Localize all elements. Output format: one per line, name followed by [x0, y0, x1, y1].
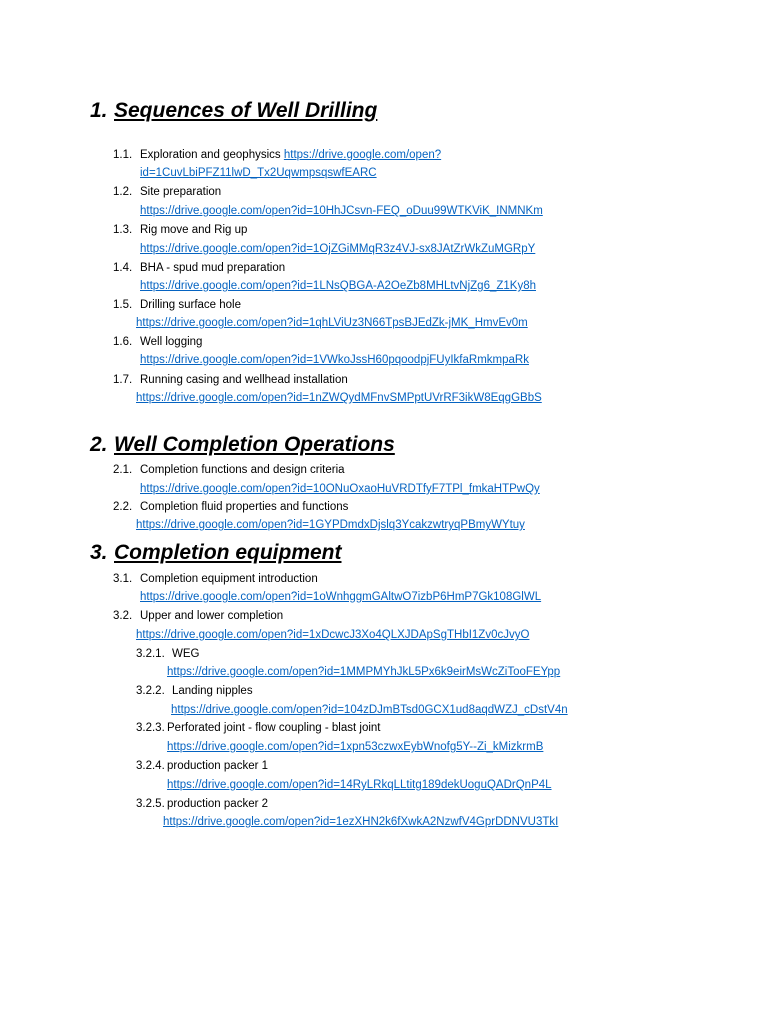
section-title: Completion equipment: [114, 541, 342, 564]
item-label: Landing nipples: [172, 685, 253, 697]
link-line: [167, 777, 552, 793]
list-item: [113, 462, 345, 478]
item-link[interactable]: https://drive.google.com/open?id=1xDcwcJ3Xo4QLXJDApSgTHbI1Zv0cJvyO: [136, 629, 530, 641]
item-number: 1.3.: [113, 224, 133, 236]
item-link[interactable]: https://drive.google.com/open?id=10HhJCsvn-FEQ_oDuu99WTKViK_INMNKm: [140, 205, 543, 217]
link-line: [140, 352, 529, 368]
item-number: 3.2.4.: [136, 760, 165, 772]
item-number: 3.1.: [113, 573, 133, 585]
item-number: 1.2.: [113, 186, 133, 198]
list-item: [113, 147, 441, 163]
item-link[interactable]: https://drive.google.com/open?id=1VWkoJssH60pqoodpjFUyIkfaRmkmpaRk: [140, 354, 529, 366]
link-line: [140, 203, 543, 219]
section-number: 2.: [90, 433, 108, 456]
link-line: [136, 517, 525, 533]
item-number: 3.2.: [113, 610, 133, 622]
item-link[interactable]: https://drive.google.com/open?id=1oWnhggmGAltwO7izbP6HmP7Gk108GlWL: [140, 591, 542, 603]
list-item: [113, 499, 348, 515]
item-link[interactable]: https://drive.google.com/open?id=1LNsQBGA-A2OeZb8MHLtvNjZg6_Z1Ky8h: [140, 280, 536, 292]
list-item: [113, 571, 318, 587]
section-number: 3.: [90, 541, 108, 564]
section-title: Sequences of Well Drilling: [114, 99, 378, 122]
item-label: Completion equipment introduction: [140, 573, 318, 585]
list-item: [136, 720, 381, 736]
item-link[interactable]: https://drive.google.com/open?: [283, 149, 442, 161]
item-link[interactable]: https://drive.google.com/open?id=1qhLViUz3N66TpsBJEdZk-jMK_HmvEv0m: [136, 317, 528, 329]
item-link[interactable]: https://drive.google.com/open?id=1xpn53czwxEybWnofg5Y--Zi_kMizkrmB: [167, 741, 544, 753]
item-label: production packer 2: [167, 798, 269, 810]
item-link[interactable]: https://drive.google.com/open?id=1ezXHN2k6fXwkA2NzwfV4GprDDNVU3TkI: [163, 816, 559, 828]
item-number: 3.2.1.: [136, 648, 165, 660]
list-item: [136, 646, 199, 662]
item-number: 3.2.2.: [136, 685, 165, 697]
link-line: [140, 481, 540, 497]
item-label: Running casing and wellhead installation: [140, 374, 348, 386]
item-label: Site preparation: [140, 186, 222, 198]
link-line: [140, 165, 377, 181]
item-link[interactable]: https://drive.google.com/open?id=14RyLRkqLLtitg189dekUoguQADrQnP4L: [167, 779, 552, 791]
link-line: [136, 390, 542, 406]
section-3-heading: [90, 540, 342, 566]
list-item: [136, 683, 253, 699]
item-label: Drilling surface hole: [140, 299, 241, 311]
link-line: [167, 664, 560, 680]
item-label: production packer 1: [167, 760, 269, 772]
list-item: [136, 796, 268, 812]
link-line: [140, 241, 535, 257]
link-line: [140, 589, 541, 605]
item-link[interactable]: https://drive.google.com/open?id=1nZWQydMFnvSMPptUVrRF3ikW8EqgGBbS: [136, 392, 542, 404]
link-line: [140, 278, 536, 294]
item-link[interactable]: https://drive.google.com/open?id=104zDJmBTsd0GCX1ud8aqdWZJ_cDstV4n: [171, 704, 568, 716]
item-number: 3.2.3.: [136, 722, 165, 734]
list-item: [113, 222, 247, 238]
list-item: [113, 184, 221, 200]
section-1-heading: [90, 98, 377, 124]
list-item: [113, 608, 283, 624]
item-number: 2.2.: [113, 501, 133, 513]
item-link[interactable]: https://drive.google.com/open?id=1MMPMYhJkL5Px6k9eirMsWcZiTooFEYpp: [167, 666, 561, 678]
item-label: Completion fluid properties and functions: [140, 501, 349, 513]
item-label: Upper and lower completion: [140, 610, 284, 622]
item-link[interactable]: https://drive.google.com/open?id=1GYPDmdxDjslq3YcakzwtryqPBmyWYtuy: [136, 519, 525, 531]
item-label: BHA - spud mud preparation: [140, 262, 286, 274]
list-item: [113, 297, 241, 313]
section-number: 1.: [90, 99, 108, 122]
section-2-heading: [90, 432, 395, 458]
link-line: [136, 627, 529, 643]
item-number: 1.7.: [113, 374, 133, 386]
list-item: [113, 372, 348, 388]
item-link[interactable]: https://drive.google.com/open?id=10ONuOxaoHuVRDTfyF7TPl_fmkaHTPwQy: [140, 483, 540, 495]
item-label: WEG: [172, 648, 200, 660]
link-line: [167, 739, 543, 755]
list-item: [113, 334, 202, 350]
list-item: [113, 260, 285, 276]
list-item: [136, 758, 268, 774]
item-link[interactable]: https://drive.google.com/open?id=1OjZGiMMqR3z4VJ-sx8JAtZrWkZuMGRpY: [140, 243, 536, 255]
link-line: [163, 814, 558, 830]
item-label: Exploration and geophysics: [140, 149, 281, 161]
item-number: 3.2.5.: [136, 798, 165, 810]
item-label: Completion functions and design criteria: [140, 464, 345, 476]
item-link-continued[interactable]: id=1CuvLbiPFZ11lwD_Tx2UqwmpsqswfEARC: [140, 167, 377, 179]
link-line: [171, 702, 568, 718]
item-label: Perforated joint - flow coupling - blast joint: [167, 722, 381, 734]
link-line: [136, 315, 528, 331]
item-number: 1.4.: [113, 262, 133, 274]
section-title: Well Completion Operations: [114, 433, 395, 456]
item-number: 2.1.: [113, 464, 133, 476]
item-label: Well logging: [140, 336, 203, 348]
item-number: 1.5.: [113, 299, 133, 311]
item-number: 1.1.: [113, 149, 133, 161]
item-label: Rig move and Rig up: [140, 224, 248, 236]
item-number: 1.6.: [113, 336, 133, 348]
